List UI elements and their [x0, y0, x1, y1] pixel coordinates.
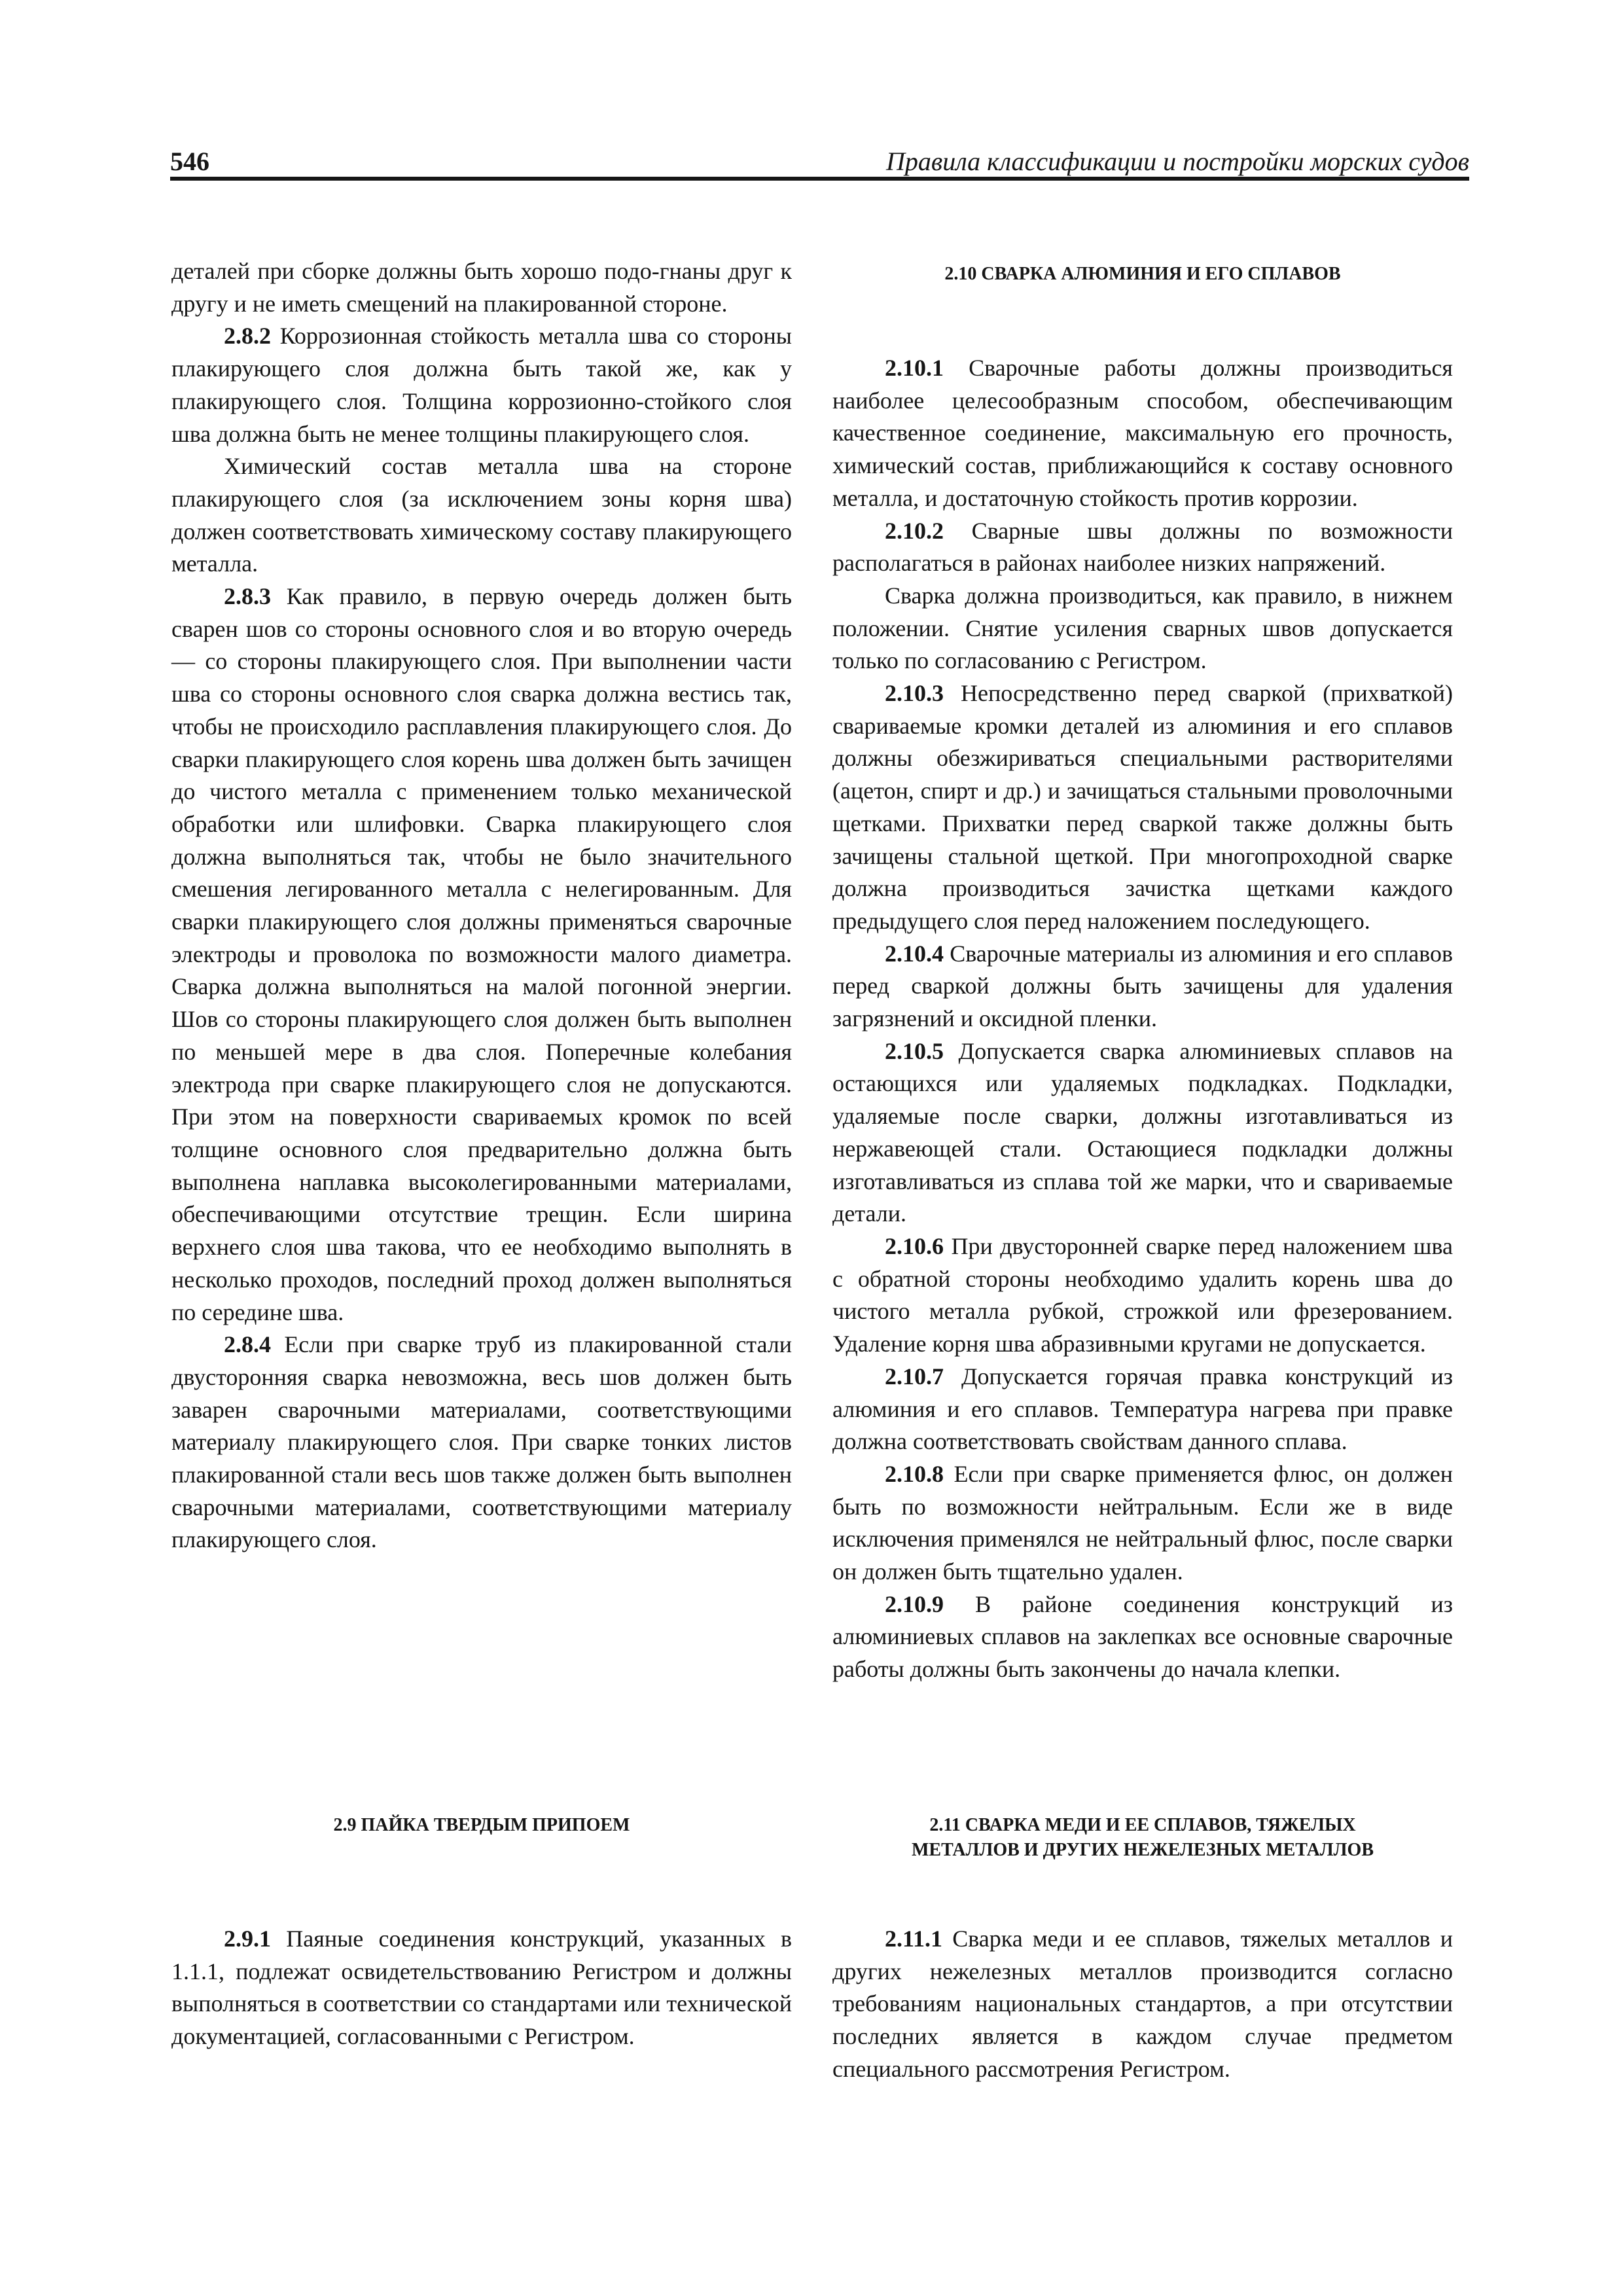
paragraph-2-8-3: 2.8.3 Как правило, в первую очередь должен быть сварен шов со стороны основного слоя и во вторую очередь — со стороны плакирующего слоя. При выполнении части шва со стороны основного слоя сварка должна вестись так, чтобы не происходило расплавления плакирующего слоя. До сварки плакирующего слоя корень шва должен быть зачищен до чистого металла с применением только механической обработки или шлифовки. Сварка плакирующего слоя должна выполняться так, чтобы не было значительного смешения легированного металла с нелегированным. Для сварки плакирующего слоя должны применяться сварочные электроды и проволока по возможности малого диаметра. Сварка должна выполняться на малой погонной энергии. Шов со стороны плакирующего слоя должен быть выполнен по меньшей мере в два слоя. Поперечные колебания электрода при сварке плакирующего слоя не допускаются. При этом на поверхности свариваемых кромок по всей толщине основного слоя предварительно должна быть выполнена наплавка высоколегированными материалами, обеспечивающими отсутствие трещин. Если ширина верхнего слоя шва такова, что ее необходимо выполнять в несколько проходов, последний проход должен выполняться по середине шва. [171, 583, 792, 1325]
clause-number: 2.10.5 [885, 1037, 944, 1064]
paragraph-2-8-2-b: Химический состав металла шва на стороне плакирующего слоя (за исключением зоны корня шва) должен соответствовать химическому составу плакирующего металла. [171, 453, 792, 577]
section-heading-2-11 [832, 1813, 1453, 1863]
page-number: 546 [170, 147, 209, 176]
paragraph-2-10-2: 2.10.2 Сварные швы должны по возможности располагаться в районах наиболее низких напряжений. [832, 517, 1453, 577]
paragraph-2-9-1: 2.9.1 Паяные соединения конструкций, указанных в 1.1.1, подлежат освидетельствованию Регистром и должны выполняться в соответствии со стандартами или технической документацией, согласованными с Регистром. [171, 1926, 792, 2050]
paragraph-2-10-8: 2.10.8 Если при сварке применяется флюс, он должен быть по возможности нейтральным. Если же в виде исключения применялся не нейтральный флюс, после сварки он должен быть тщательно удален. [832, 1460, 1453, 1585]
section-heading-2-11-line1: 2.11 СВАРКА МЕДИ И ЕЕ СПЛАВОВ, ТЯЖЕЛЫХ [929, 1815, 1356, 1835]
paragraph-2-8-2: 2.8.2 Коррозионная стойкость металла шва со стороны плакирующего слоя должна быть такой же, как у плакирующего слоя. Толщина коррозионно-стойкого слоя шва должна быть не менее толщины плакирующего слоя. [171, 323, 792, 447]
paragraph-2-10-3: 2.10.3 Непосредственно перед сваркой (прихваткой) свариваемые кромки деталей из алюминия и его сплавов должны обезжириваться специальными растворителями (ацетон, спирт и др.) и зачищаться стальными проволочными щетками. Прихватки перед сваркой также должны быть зачищены стальной щеткой. При многопроходной сварке должна производиться зачистка щетками каждого предыдущего слоя перед наложением последующего. [832, 680, 1453, 934]
right-column-top [832, 352, 1453, 1686]
paragraph-2-8-1-cont: деталей при сборке должны быть хорошо подо-гнаны друг к другу и не иметь смещений на плакированной стороне. [171, 258, 792, 317]
clause-number: 2.10.9 [885, 1590, 944, 1617]
left-column-bottom [171, 1923, 792, 2053]
section-heading-2-10: 2.10 СВАРКА АЛЮМИНИЯ И ЕГО СПЛАВОВ [944, 264, 1341, 284]
running-title: Правила классификации и постройки морских судов [885, 147, 1469, 176]
clause-number: 2.10.6 [885, 1232, 944, 1259]
section-heading-2-9: 2.9 ПАЙКА ТВЕРДЫМ ПРИПОЕМ [333, 1815, 630, 1835]
clause-number: 2.10.4 [885, 940, 944, 967]
paragraph-2-11-1: 2.11.1 Сварка меди и ее сплавов, тяжелых металлов и других нежелезных металлов производится согласно требованиям национальных стандартов, а при отсутствии последних является в каждом случае предметом специального рассмотрения Регистром. [832, 1926, 1453, 2082]
clause-number: 2.10.7 [885, 1363, 944, 1390]
header-rule [170, 177, 1469, 181]
paragraph-2-8-4: 2.8.4 Если при сварке труб из плакированной стали двусторонняя сварка невозможна, весь шов должен быть заварен сварочными материалами, соответствующими материалу плакирующего слоя. При сварке тонких листов плакированной стали весь шов также должен быть выполнен сварочными материалами, соответствующими материалу плакирующего слоя. [171, 1331, 792, 1553]
paragraph-2-10-7: 2.10.7 Допускается горячая правка конструкций из алюминия и его сплавов. Температура нагрева при правке должна соответствовать свойствам данного сплава. [832, 1363, 1453, 1455]
paragraph-2-10-2-b: Сварка должна производиться, как правило, в нижнем положении. Снятие усиления сварных швов допускается только по согласованию с Регистром. [832, 582, 1453, 674]
clause-number: 2.10.3 [885, 680, 944, 707]
clause-number: 2.8.3 [224, 583, 271, 610]
paragraph-2-10-9: 2.10.9 В районе соединения конструкций из алюминиевых сплавов на заклепках все основные сварочные работы должны быть закончены до начала клепки. [832, 1590, 1453, 1683]
clause-number: 2.8.4 [224, 1331, 271, 1358]
clause-number: 2.10.1 [885, 355, 944, 381]
section-heading-2-11-line2: МЕТАЛЛОВ И ДРУГИХ НЕЖЕЛЕЗНЫХ МЕТАЛЛОВ [912, 1840, 1374, 1860]
left-column-top [171, 255, 792, 1556]
paragraph-2-10-1: 2.10.1 Сварочные работы должны производиться наиболее целесообразным способом, обеспечивающим качественное соединение, максимальную его прочность, химический состав, приближающийся к составу основного металла, и достаточную стойкость против коррозии. [832, 355, 1453, 511]
paragraph-2-10-5: 2.10.5 Допускается сварка алюминиевых сплавов на остающихся или удаляемых подкладках. Подкладки, удаляемые после сварки, должны изготавливаться из нержавеющей стали. Остающиеся подкладки должны изготавливаться из сплава той же марки, что и свариваемые детали. [832, 1037, 1453, 1227]
clause-number: 2.10.8 [885, 1460, 944, 1487]
page-header [170, 145, 1469, 181]
clause-number: 2.10.2 [885, 517, 944, 544]
clause-number: 2.8.2 [224, 323, 271, 350]
paragraph-2-10-6: 2.10.6 При двусторонней сварке перед наложением шва с обратной стороны необходимо удалить корень шва до чистого металла рубкой, строжкой или фрезерованием. Удаление корня шва абразивными кругами не допускается. [832, 1232, 1453, 1357]
right-column-bottom [832, 1923, 1453, 2086]
clause-number: 2.11.1 [885, 1926, 943, 1952]
clause-number: 2.9.1 [224, 1926, 271, 1952]
paragraph-2-10-4: 2.10.4 Сварочные материалы из алюминия и его сплавов перед сваркой должны быть зачищены для удаления загрязнений и оксидной пленки. [832, 940, 1453, 1032]
